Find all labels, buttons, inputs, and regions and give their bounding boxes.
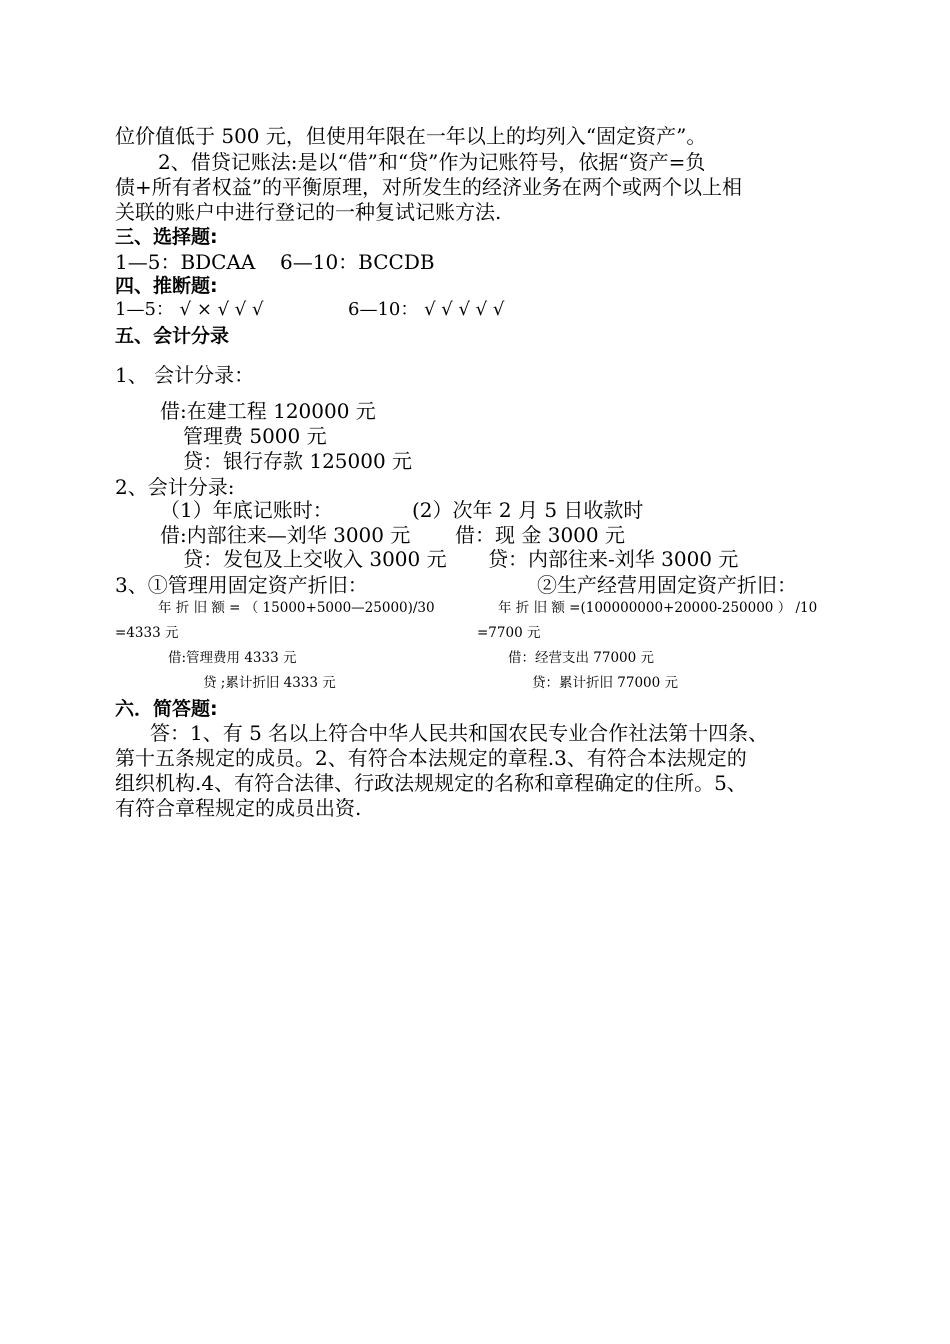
entry-2-line: 贷：发包及上交收入 3000 元 <box>183 547 447 571</box>
entry-3-formula-result: =4333 元 <box>115 625 179 641</box>
section-heading-choice: 三、选择题: <box>115 226 218 248</box>
entry-1-line: 贷：银行存款 125000 元 <box>183 449 413 473</box>
entry-3-debit: 借:管理费用 4333 元 <box>168 650 297 666</box>
paragraph-line: 债+所有者权益”的平衡原理，对所发生的经济业务在两个或两个以上相 <box>115 175 742 199</box>
entry-3-formula: 年 折 旧 额 = （ 15000+5000—25000)/30 <box>158 600 435 616</box>
section-heading-short-answer: 六．简答题: <box>115 698 218 720</box>
entry-1-line: 借:在建工程 120000 元 <box>160 399 376 423</box>
judgement-answers-1-5: 1—5： √ × √ √ √ <box>115 299 264 320</box>
entry-1-title: 1、 会计分录： <box>115 363 255 387</box>
paragraph-line: 位价值低于 500 元，但使用年限在一年以上的均列入“固定资产”。 <box>115 124 707 148</box>
section-heading-entries: 五、会计分录 <box>115 325 230 347</box>
entry-2-line: 借：现 金 3000 元 <box>455 523 625 547</box>
choice-answers-6-10: 6—10：BCCDB <box>280 250 435 274</box>
answer-line: 第十五条规定的成员。2、有符合本法规定的章程.3、有符合本法规定的 <box>115 746 747 770</box>
entry-2-case-1: （1）年底记账时： <box>160 498 333 522</box>
judgement-answers-6-10: 6—10： √ √ √ √ √ <box>348 299 505 320</box>
paragraph-line: 关联的账户中进行登记的一种复试记账方法. <box>115 200 502 224</box>
entry-1-line: 管理费 5000 元 <box>183 424 327 448</box>
entry-3-title-a: 3、①管理用固定资产折旧： <box>115 573 368 597</box>
choice-answers-1-5: 1—5：BDCAA <box>115 250 256 274</box>
entry-2-line: 借:内部往来—刘华 3000 元 <box>160 523 411 547</box>
entry-3-formula: 年 折 旧 额 =(100000000+20000-250000 ） /10 <box>498 600 818 616</box>
entry-3-formula-result: =7700 元 <box>477 625 541 641</box>
entry-2-line: 贷：内部往来-刘华 3000 元 <box>488 547 739 571</box>
entry-3-credit: 贷：累计折旧 77000 元 <box>532 675 679 691</box>
paragraph-line: 2、借贷记账法:是以“借”和“贷”作为记账符号，依据“资产=负 <box>158 150 706 174</box>
entry-3-debit: 借：经营支出 77000 元 <box>508 650 655 666</box>
answer-line: 组织机构.4、有符合法律、行政法规规定的名称和章程确定的住所。5、 <box>115 771 747 795</box>
entry-2-case-2: (2）次年 2 月 5 日收款时 <box>412 498 644 522</box>
entry-3-title-b: ②生产经营用固定资产折旧： <box>537 573 797 597</box>
answer-line: 答：1、有 5 名以上符合中华人民共和国农民专业合作社法第十四条、 <box>150 721 769 745</box>
section-heading-judgement: 四、推断题: <box>115 275 218 297</box>
entry-3-credit: 贷 ;累计折旧 4333 元 <box>203 675 336 691</box>
answer-line: 有符合章程规定的成员出资. <box>115 796 362 820</box>
entry-2-title: 2、会计分录: <box>115 475 235 499</box>
